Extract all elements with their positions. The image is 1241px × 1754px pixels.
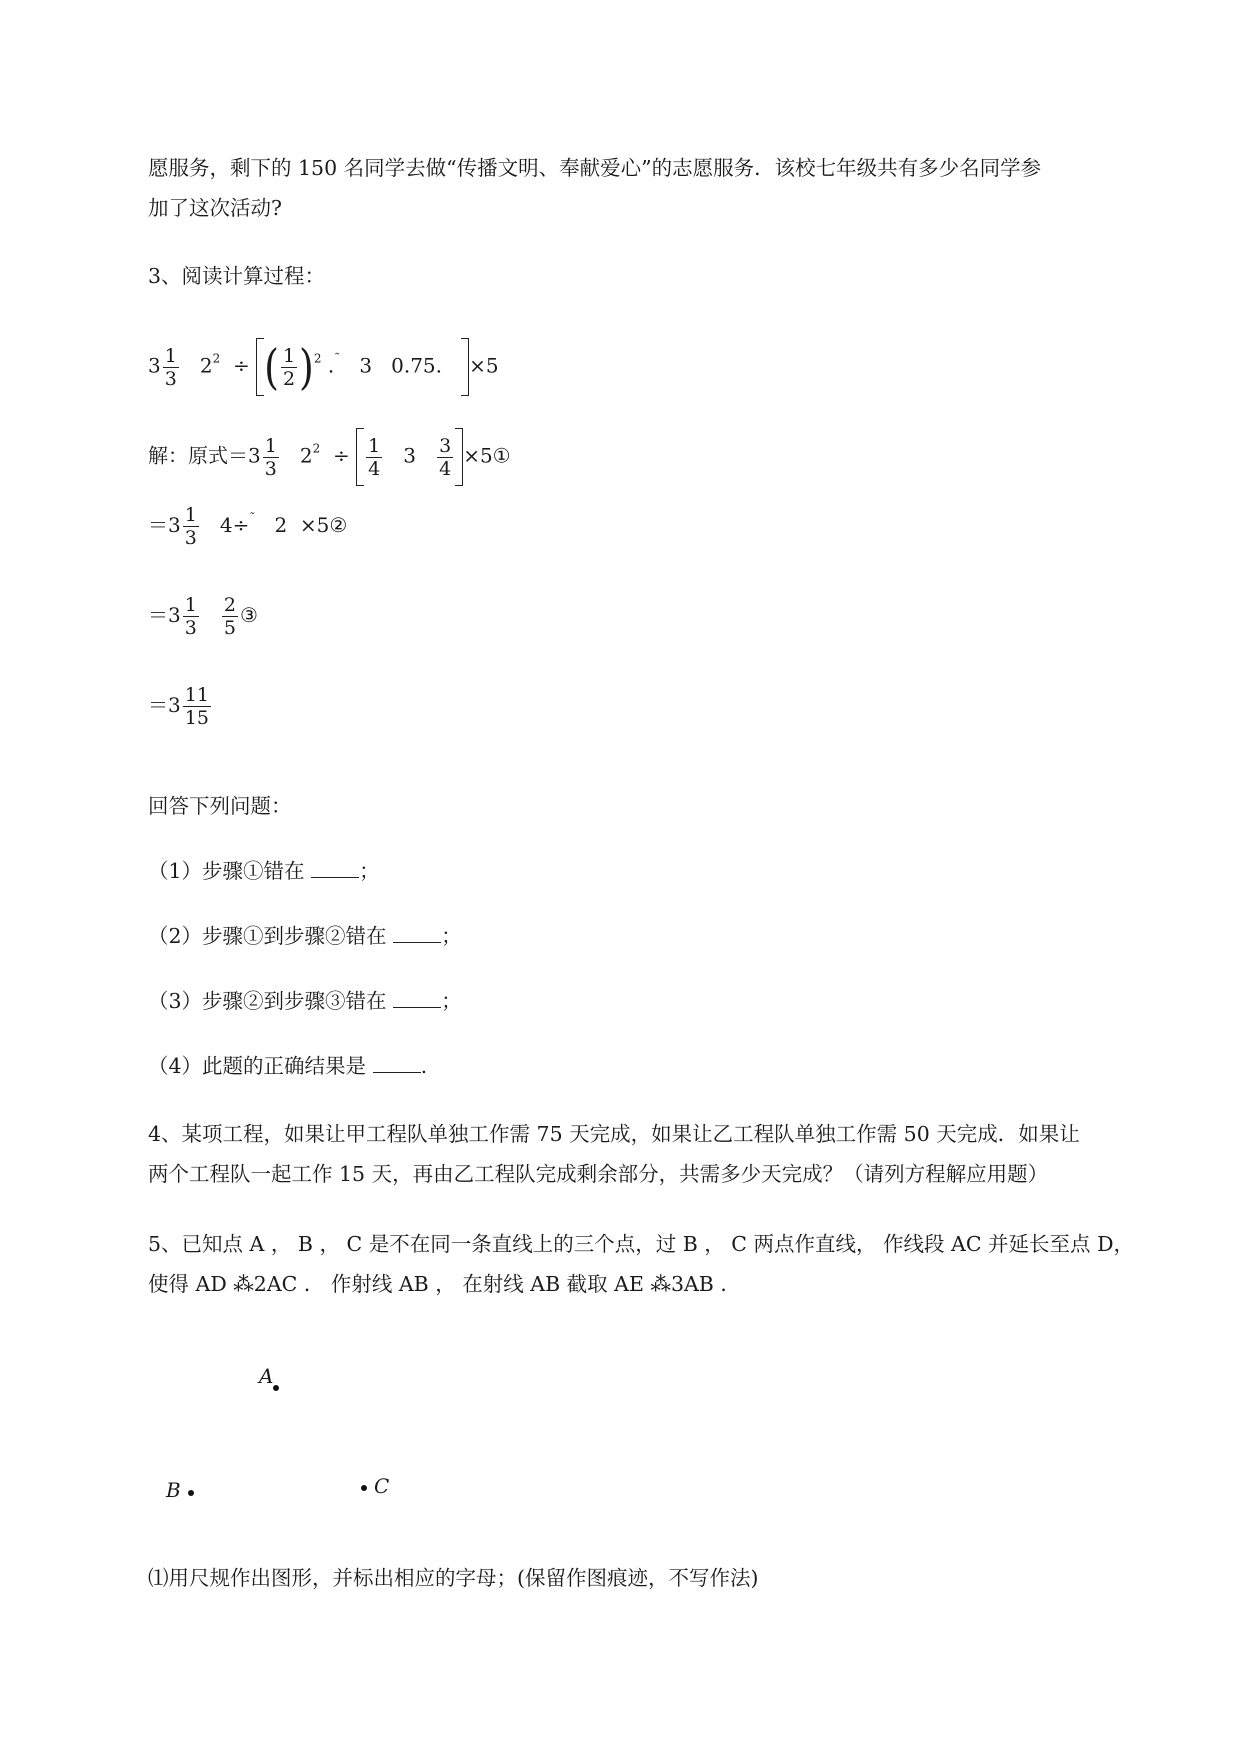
right-bracket <box>461 338 469 396</box>
answer-blank[interactable] <box>393 989 441 1008</box>
q3-item-3: （3）步骤②到步骤③错在 ； <box>148 989 462 1013</box>
intro-line-1: 愿服务，剩下的 150 名同学去做“传播文明、奉献爱心”的志愿服务．该校七年级共有多少名同学参 <box>148 156 1042 180</box>
q3-item-1: （1）步骤①错在 ； <box>148 859 380 883</box>
left-bracket <box>256 338 264 396</box>
point-a <box>273 1385 279 1391</box>
q5-line-1: 5、已知点 A ， B ， C 是不在同一条直线上的三个点，过 B ， C 两点作直线， 作线段 AC 并延长至点 D， <box>148 1232 1134 1256</box>
answer-blank[interactable] <box>393 924 441 943</box>
q3-expression: 3 $\frac{1}{3}$ $2^2$ ÷ ( $\frac{1}{2}$ )$^2$ .˜ 3 0.75. ×5 <box>148 339 499 395</box>
solution-step-2: ＝3 $\frac{1}{3}$ 4÷˜ 2 ×5② <box>148 504 348 549</box>
point-b-label: B <box>166 1478 181 1502</box>
answer-blank[interactable] <box>311 859 359 878</box>
q3-title: 3、阅读计算过程： <box>148 264 326 288</box>
point-a-label: A <box>259 1364 274 1388</box>
intro-line-2: 加了这次活动? <box>148 196 282 220</box>
q4-line-1: 4、某项工程，如果让甲工程队单独工作需 75 天完成，如果让乙工程队单独工作需 50 天完成．如果让 <box>148 1122 1080 1146</box>
q3-item-4: （4）此题的正确结果是 . <box>148 1054 428 1078</box>
point-c <box>361 1485 367 1491</box>
answer-blank[interactable] <box>373 1054 421 1073</box>
q4-line-2: 两个工程队一起工作 15 天，再由乙工程队完成剩余部分，共需多少天完成？（请列方程解应用题） <box>148 1162 1049 1186</box>
point-c-label: C <box>374 1474 390 1498</box>
q3-prompt: 回答下列问题： <box>148 794 292 818</box>
q5-sub-question-1: ⑴用尺规作出图形，并标出相应的字母；(保留作图痕迹，不写作法) <box>148 1566 759 1590</box>
solution-step-1: 解：原式＝3 $\frac{1}{3}$ $2^2$ ÷ $\frac{1}{4}$ 3 $\frac{3}{4}$ ×5① <box>148 428 511 486</box>
solution-step-4: ＝3 $\frac{11}{15}$ <box>148 684 209 729</box>
q3-item-2: （2）步骤①到步骤②错在 ； <box>148 924 462 948</box>
solution-step-3: ＝3 $\frac{1}{3}$ $\frac{2}{5}$ ③ <box>148 594 258 639</box>
point-b <box>188 1490 194 1496</box>
q5-line-2: 使得 AD ⁂2AC ． 作射线 AB ， 在射线 AB 截取 AE ⁂3AB ． <box>148 1272 741 1296</box>
